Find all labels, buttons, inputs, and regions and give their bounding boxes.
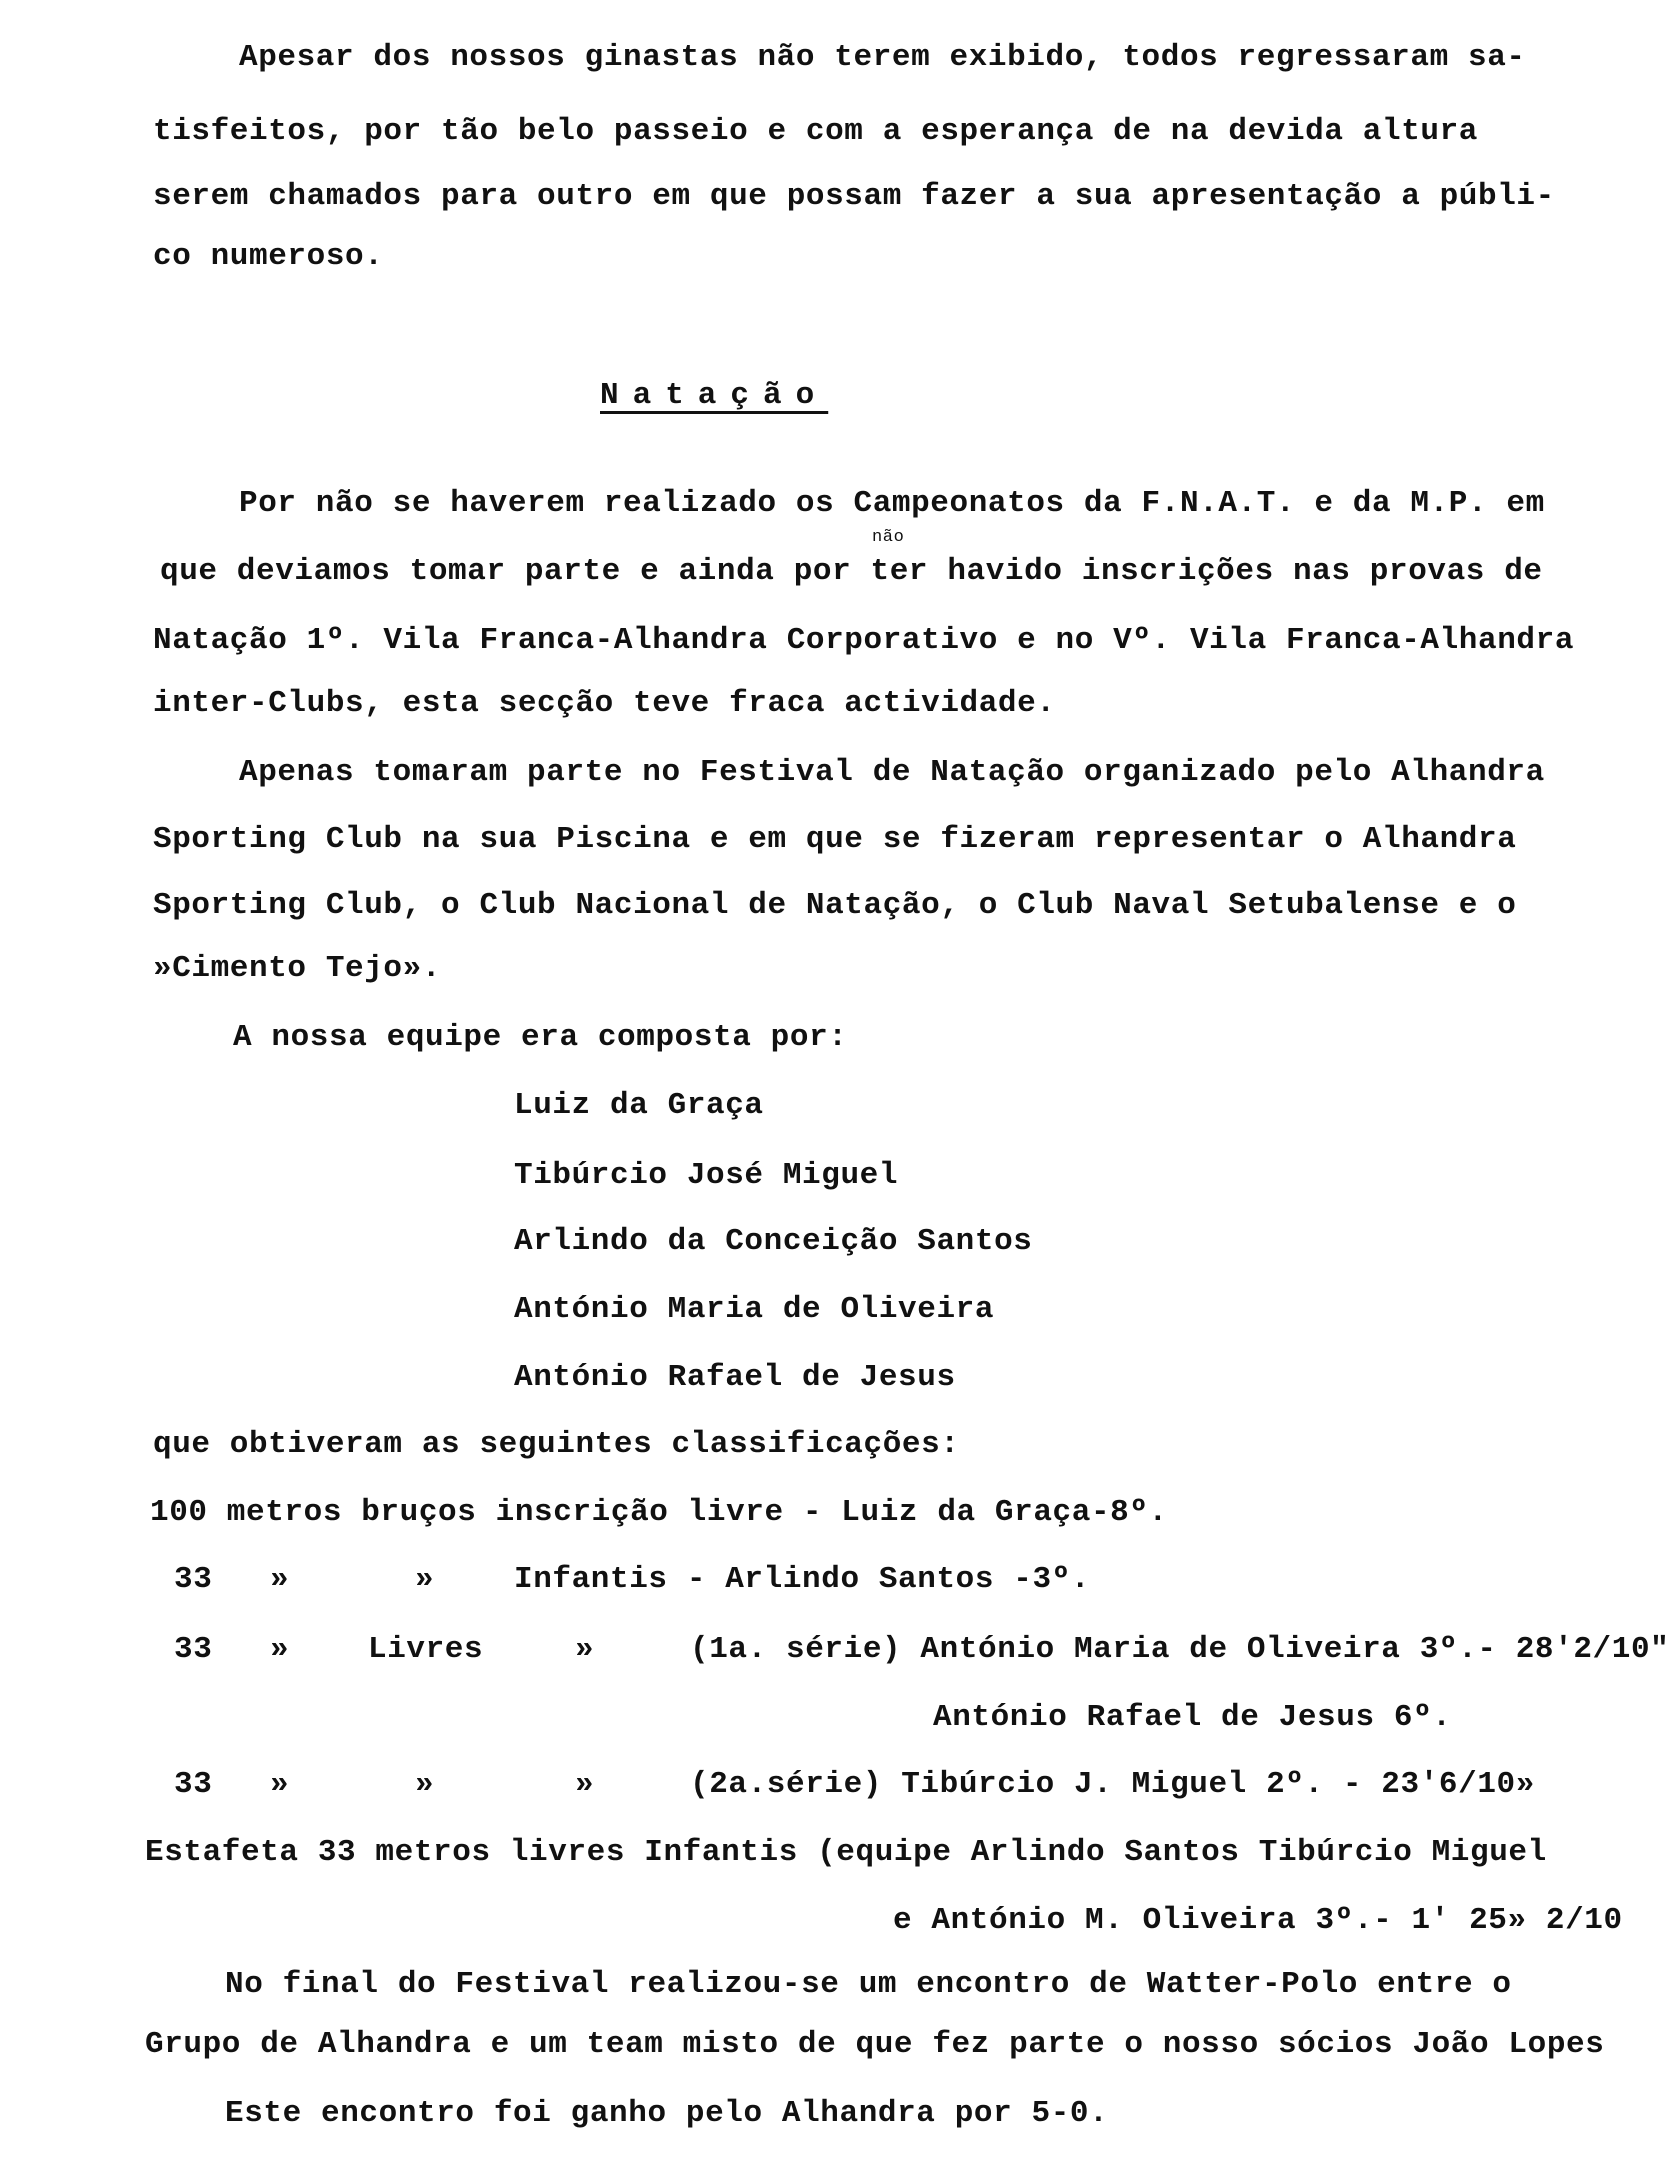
ditto-mark: » xyxy=(575,1767,595,1802)
paragraph-line: Apenas tomaram parte no Festival de Natação organizado pelo Alhandra xyxy=(239,755,1545,790)
paragraph-line: No final do Festival realizou-se um encontro de Watter-Polo entre o xyxy=(225,1967,1512,2002)
ditto-mark: » xyxy=(270,1562,290,1597)
result-distance: 33 xyxy=(174,1767,213,1802)
paragraph-line: serem chamados para outro em que possam fazer a sua apresentação a públi- xyxy=(153,179,1555,214)
team-member: António Maria de Oliveira xyxy=(514,1292,995,1327)
result-distance: 33 xyxy=(174,1562,213,1597)
paragraph-line: Sporting Club, o Club Nacional de Natação, o Club Naval Setubalense e o xyxy=(153,888,1517,923)
paragraph-line: co numeroso. xyxy=(153,239,384,274)
ditto-mark: » xyxy=(270,1767,290,1802)
paragraph-line: tisfeitos, por tão belo passeio e com a esperança de na devida altura xyxy=(153,114,1479,149)
ditto-mark: » xyxy=(575,1632,595,1667)
paragraph-line: inter-Clubs, esta secção teve fraca actividade. xyxy=(153,686,1056,721)
paragraph-line: Sporting Club na sua Piscina e em que se fizeram representar o Alhandra xyxy=(153,822,1517,857)
relay-result: e António M. Oliveira 3º.- 1' 25» 2/10 xyxy=(893,1903,1623,1938)
result-entry: António Rafael de Jesus 6º. xyxy=(933,1700,1452,1735)
result-line: 100 metros bruços inscrição livre - Luiz da Graça-8º. xyxy=(150,1495,1168,1530)
results-intro: que obtiveram as seguintes classificações: xyxy=(153,1427,960,1462)
result-entry: (2a.série) Tibúrcio J. Miguel 2º. - 23'6/10» xyxy=(690,1767,1535,1802)
team-member: Arlindo da Conceição Santos xyxy=(514,1224,1033,1259)
result-distance: 33 xyxy=(174,1632,213,1667)
paragraph-line: Este encontro foi ganho pelo Alhandra por 5-0. xyxy=(225,2096,1109,2131)
paragraph-line: Natação 1º. Vila Franca-Alhandra Corporativo e no Vº. Vila Franca-Alhandra xyxy=(153,623,1575,658)
ditto-mark: » xyxy=(415,1767,435,1802)
team-intro: A nossa equipe era composta por: xyxy=(233,1020,848,1055)
paragraph-line: Por não se haverem realizado os Campeonatos da F.N.A.T. e da M.P. em xyxy=(239,486,1545,521)
handwritten-insert: não xyxy=(872,528,905,547)
result-style: Livres xyxy=(368,1632,484,1667)
team-member: Luiz da Graça xyxy=(514,1088,764,1123)
team-member: António Rafael de Jesus xyxy=(514,1360,956,1395)
paragraph-line: »Cimento Tejo». xyxy=(153,951,442,986)
section-title: Natação xyxy=(600,378,829,413)
team-member: Tibúrcio José Miguel xyxy=(514,1158,899,1193)
paragraph-line: que deviamos tomar parte e ainda por ter havido inscrições nas provas de xyxy=(160,554,1543,589)
relay-result: Estafeta 33 metros livres Infantis (equipe Arlindo Santos Tibúrcio Miguel xyxy=(145,1835,1547,1870)
ditto-mark: » xyxy=(415,1562,435,1597)
result-entry: (1a. série) António Maria de Oliveira 3º.- 28'2/10" xyxy=(690,1632,1670,1667)
paragraph-line: Grupo de Alhandra e um team misto de que fez parte o nosso sócios João Lopes xyxy=(145,2027,1605,2062)
ditto-mark: » xyxy=(270,1632,290,1667)
result-entry: Infantis - Arlindo Santos -3º. xyxy=(514,1562,1091,1597)
paragraph-line: Apesar dos nossos ginastas não terem exibido, todos regressaram sa- xyxy=(239,40,1526,75)
